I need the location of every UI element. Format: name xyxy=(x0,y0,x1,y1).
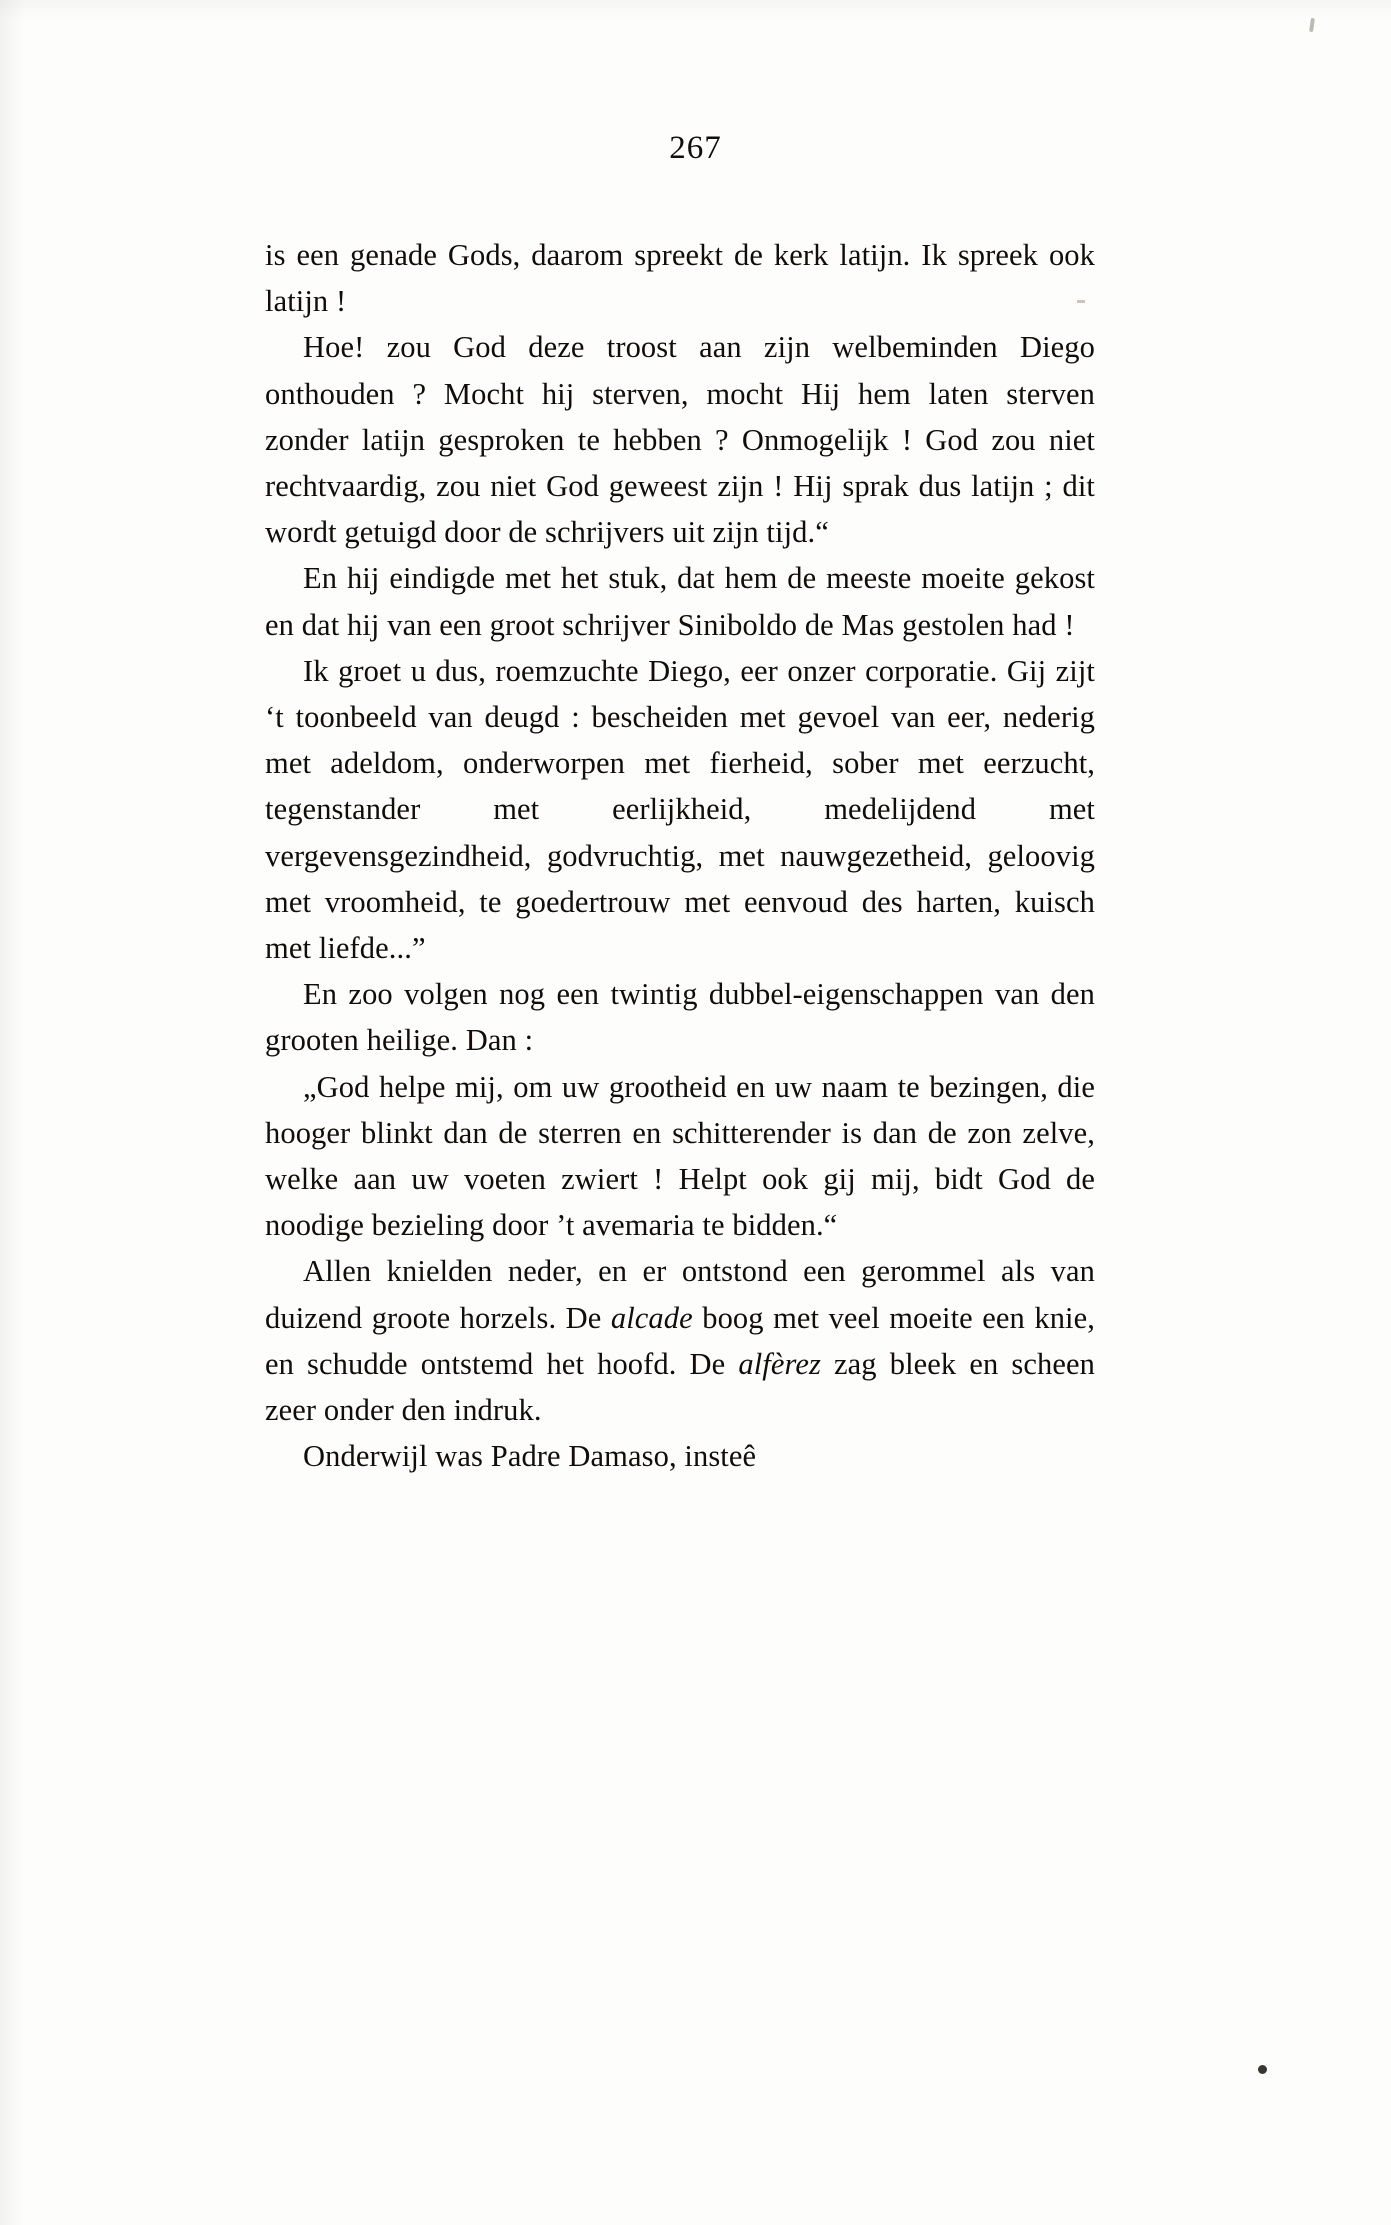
italic-word: alcade xyxy=(610,1300,693,1335)
paragraph: Onderwijl was Padre Damaso, insteê xyxy=(303,1439,757,1474)
page-body-text xyxy=(265,232,1095,1479)
page-edge-shadow-top xyxy=(0,0,1391,20)
scan-artifact-dot xyxy=(1258,2065,1267,2074)
paragraph: Allen knielden neder, en er ontstond een gerommel als van duizend groote horzels. De alcade boog met veel moeite een knie, en schudde ontstemd het hoofd. De alfèrez zag bleek en scheen zeer onder den indruk. xyxy=(265,1254,1095,1428)
scan-artifact-mark xyxy=(1309,18,1315,32)
page-edge-shadow-left xyxy=(0,0,26,2225)
paragraph: En zoo volgen nog een twintig dubbel-eigenschappen van den grooten heilige. Dan : xyxy=(265,977,1095,1058)
italic-word: alfèrez xyxy=(738,1346,821,1381)
paragraph: Hoe! zou God deze troost aan zijn welbeminden Diego onthouden ? Mocht hij sterven, mocht Hij hem laten sterven zonder latijn gesproken te hebben ? Onmogelijk ! God zou niet rechtvaardig, zou niet God geweest zijn ! Hij sprak dus latijn ; dit wordt getuigd door de schrijvers uit zijn tijd.“ xyxy=(265,330,1095,550)
paragraph: is een genade Gods, daarom spreekt de kerk latijn. Ik spreek ook latijn ! xyxy=(265,238,1095,319)
paragraph: „God helpe mij, om uw grootheid en uw naam te bezingen, die hooger blinkt dan de sterren en schitterender is dan de zon zelve, welke aan uw voeten zwiert ! Helpt ook gij mij, bidt God de noodige bezieling door ’t avemaria te bidden.“ xyxy=(265,1069,1095,1243)
page-number: 267 xyxy=(669,130,722,166)
paragraph: Ik groet u dus, roemzuchte Diego, eer onzer corporatie. Gij zijt ‘t toonbeeld van deugd : bescheiden met gevoel van eer, nederig met adeldom, onderworpen met fierheid, sober met eerzucht, tegenstander met eerlijkheid, medelijdend met vergevensgezindheid, godvruchtig, met nauwgezetheid, geloovig met vroomheid, te goedertrouw met eenvoud des harten, kuisch met liefde...” xyxy=(265,653,1095,966)
paragraph: En hij eindigde met het stuk, dat hem de meeste moeite gekost en dat hij van een groot schrijver Siniboldo de Mas gestolen had ! xyxy=(265,561,1095,642)
